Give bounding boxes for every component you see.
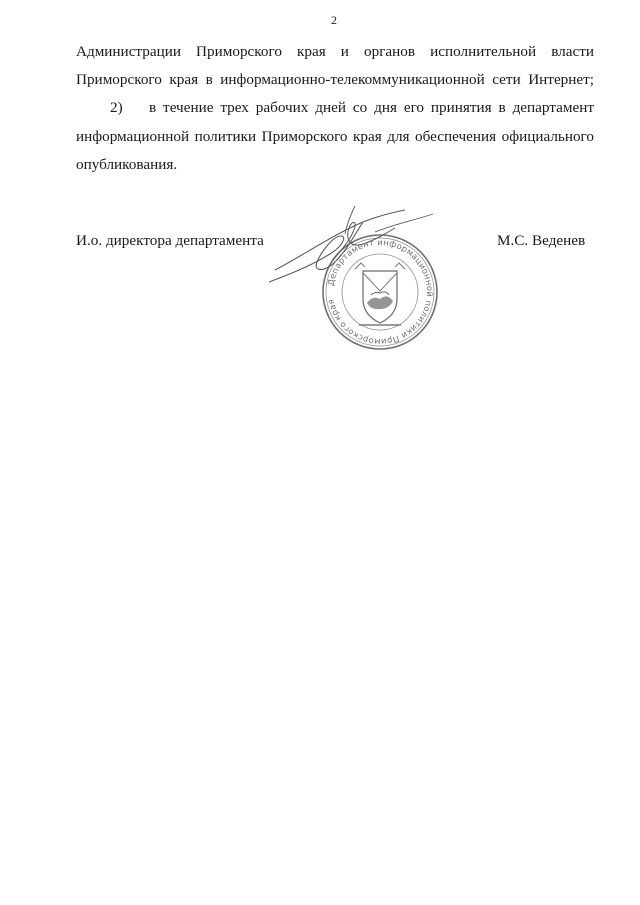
- list-item-line-3: опубликования.: [76, 156, 178, 173]
- page-number: 2: [331, 13, 337, 27]
- handwritten-signature: [255, 200, 455, 290]
- seal-ring-text: Департамент информационной политики Приморского края: [325, 236, 436, 348]
- list-item-line-1: в течение трех рабочих дней со дня его принятия в департамент: [149, 99, 594, 116]
- body-line-1: Администрации Приморского края и органов исполнительной власти: [76, 43, 594, 60]
- body-line-2: Приморского края в информационно-телекоммуникационной сети Интернет;: [76, 71, 594, 88]
- list-item-line-2: информационной политики Приморского края для обеспечения официального: [76, 128, 594, 145]
- signatory-name: М.С. Веденев: [497, 232, 586, 249]
- signatory-position: И.о. директора департамента: [76, 232, 264, 249]
- list-item-number: 2): [110, 99, 123, 116]
